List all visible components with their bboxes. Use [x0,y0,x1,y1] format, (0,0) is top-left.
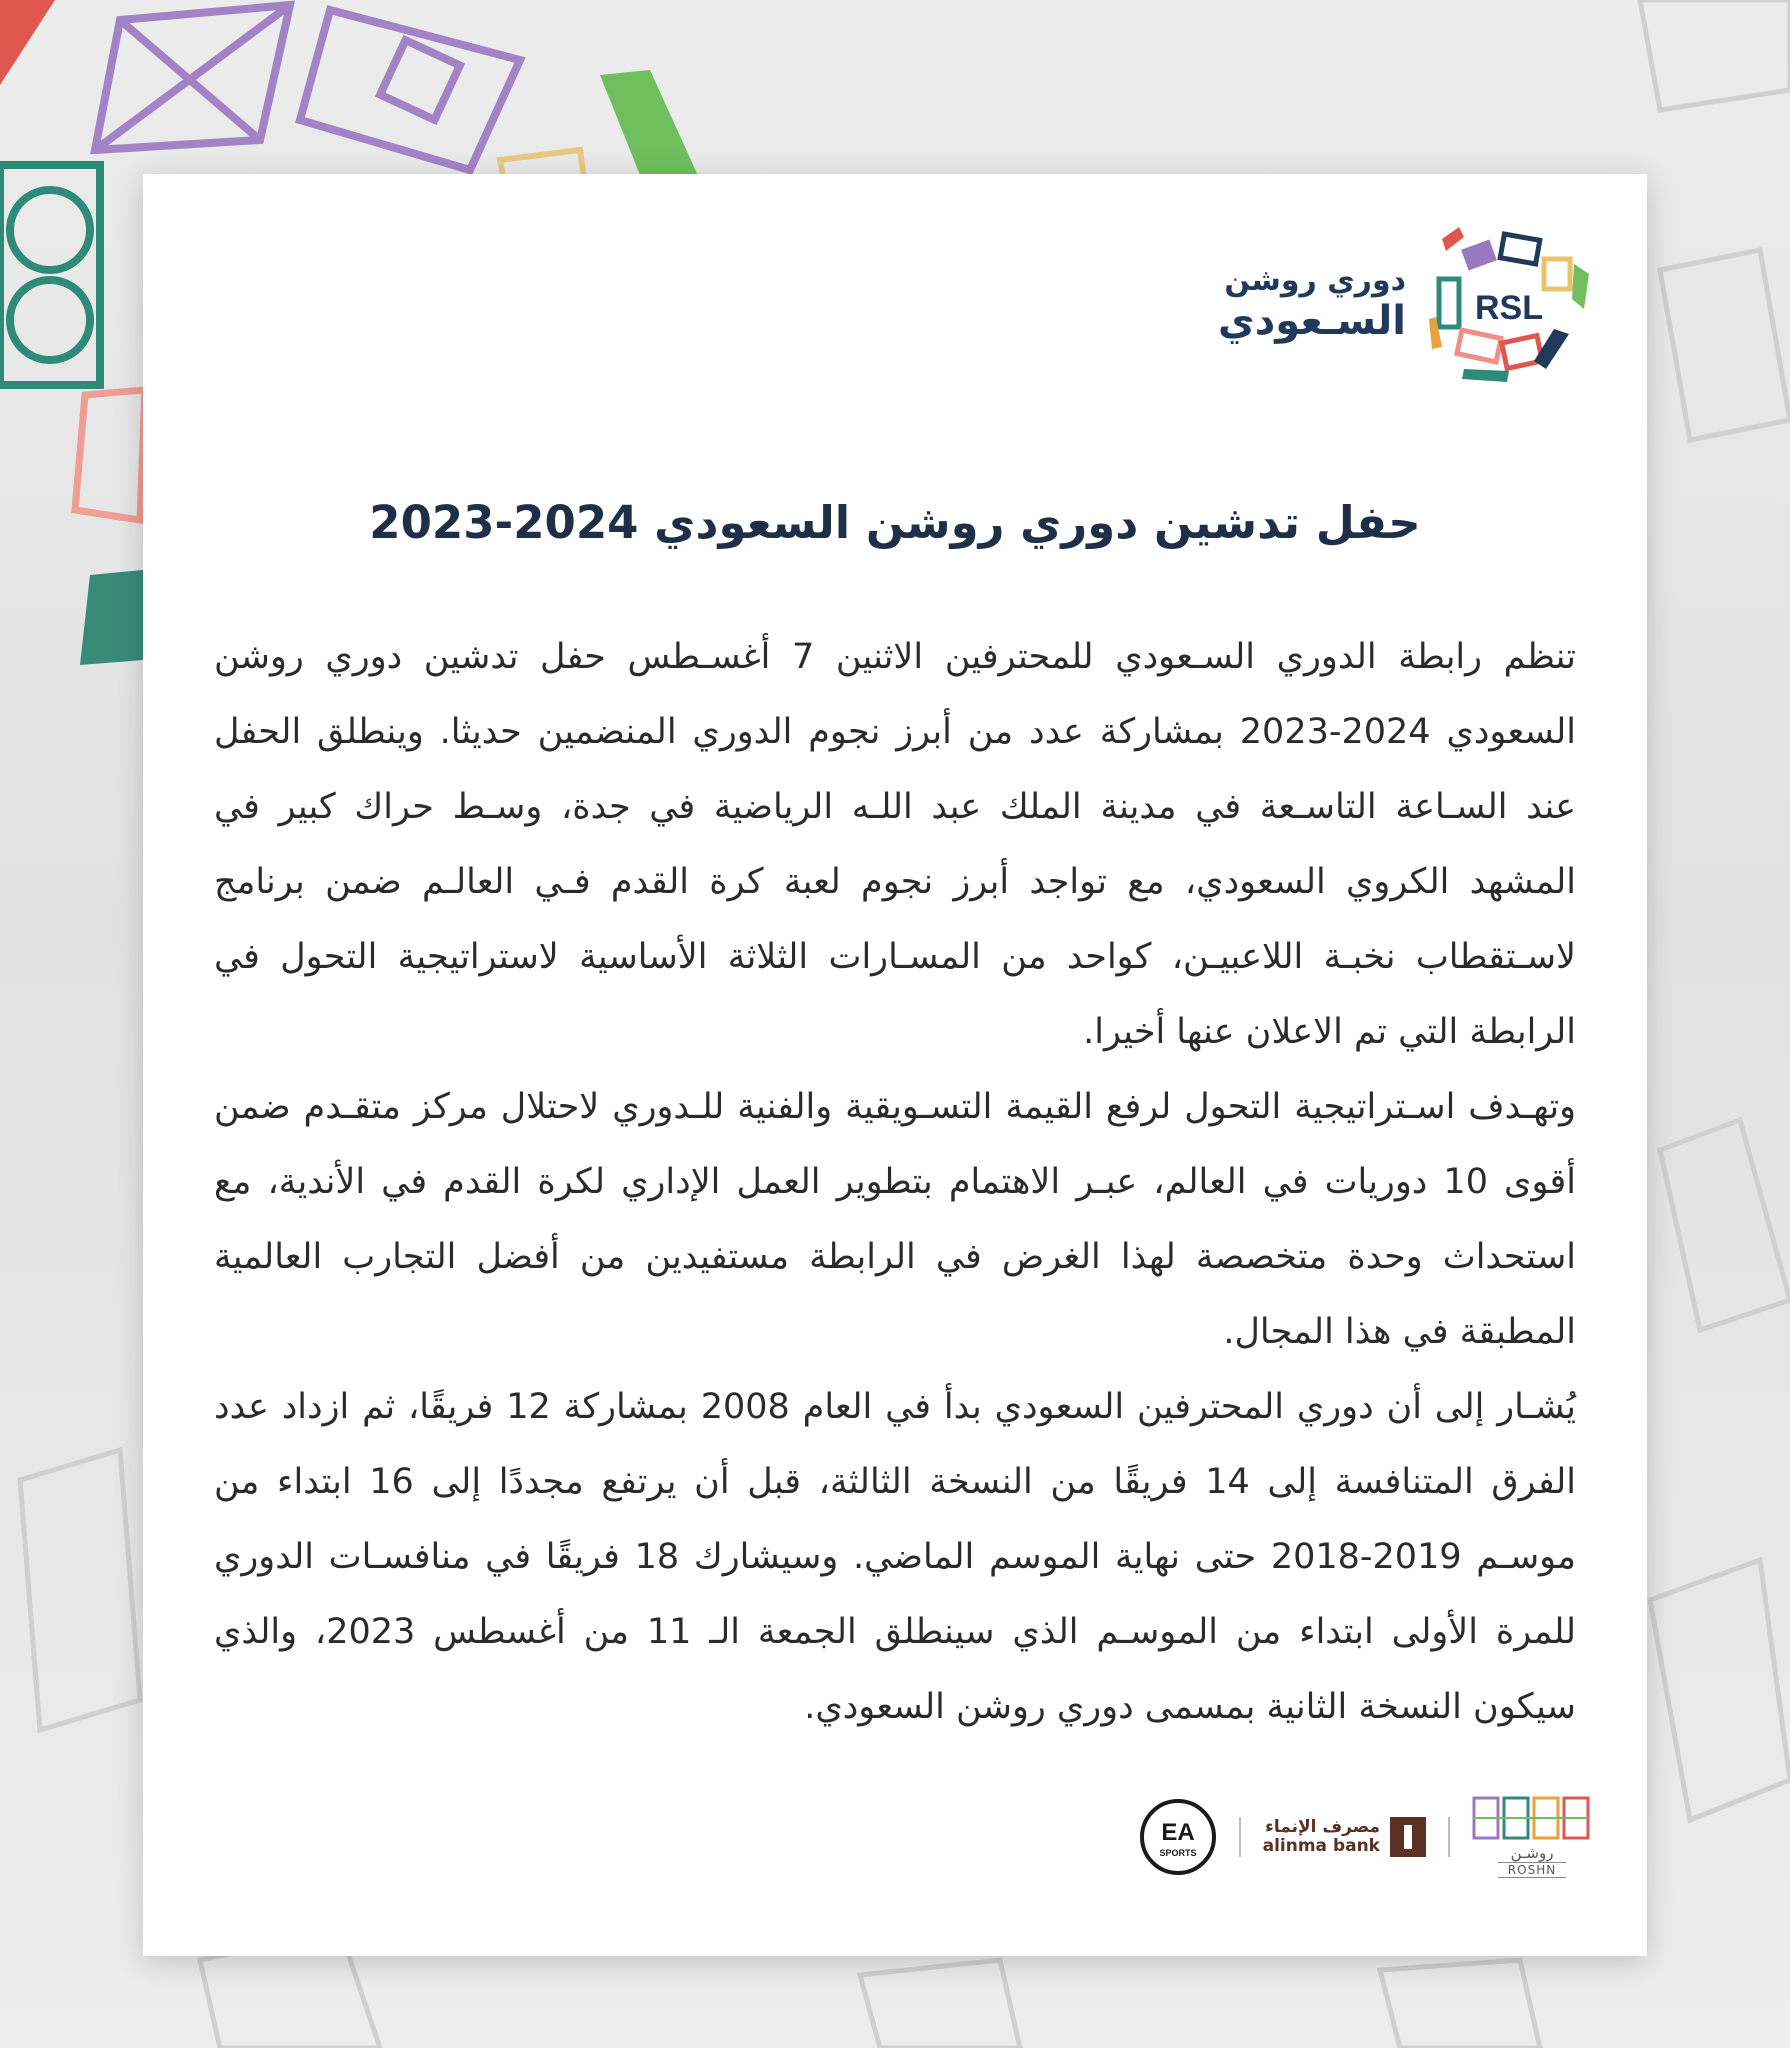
ea-text: EA [1160,1819,1195,1846]
document-title: حفل تدشين دوري روشن السعودي 2024-2023 [369,496,1421,549]
league-name-line1: دوري روشن [1224,262,1406,298]
paragraph-1: تنظم رابطة الدوري السـعودي للمحترفين الاثنين 7 أغسـطس حفل تدشين دوري روشن السعودي 2024-2023 بمشاركة عدد من أبرز نجوم الدوري المنضمين حديثا. وينطلق الحفل عند السـاعة التاسـعة في مدينة الملك عبد اللـه الرياضية في جدة، وسـط حراك كبير في المشهد الكروي السعودي، مع تواجد أبرز نجوم لعبة كرة القدم فـي العالـم ضمن برنامج لاسـتقطاب نخبـة اللاعبيـن، كواحد من المسـارات الثلاثة الأساسية لاستراتيجية التحول في الرابطة التي تم الاعلان عنها أخيرا. [214,637,1577,1052]
league-branding [1218,219,1594,389]
alinma-name [1263,1818,1380,1855]
press-release-card [143,174,1647,1956]
ea-sports-text: SPORTS [1159,1848,1197,1858]
paragraph-2: وتهـدف اسـتراتيجية التحول لرفع القيمة التسـويقية والفنية للـدوري لاحتلال مركز متقـدم ضمن أقوى 10 دوريات في العالم، عبـر الاهتمام بتطوير العمل الإداري لكرة القدم في الأندية، مع استحداث وحدة متخصصة لهذا الغرض في الرابطة مستفيدين من أفضل التجارب العالمية المطبقة في هذا المجال. [214,1087,1576,1352]
sponsor-logos [1139,1796,1592,1878]
alinma-logo [1263,1817,1426,1857]
roshn-logo [1472,1796,1592,1878]
ea-sports-icon [1139,1798,1217,1876]
sponsor-divider [1448,1817,1450,1857]
document-body [214,620,1576,1745]
league-name-line2: السـعودي [1218,298,1406,345]
paragraph-3: يُشـار إلى أن دوري المحترفين السعودي بدأ في العام 2008 بمشاركة 12 فريقًا، ثم ازداد عدد الفرق المتنافسة إلى 14 فريقًا من النسخة الثالثة، قبل أن يرتفع مجددًا إلى 16 ابتداء من موسـم 2019-2018 حتى نهاية الموسم الماضي. وسيشارك 18 فريقًا في منافسـات الدوري للمرة الأولى ابتداء من الموسـم الذي سينطلق الجمعة الـ 11 من أغسطس 2023، والذي سيكون النسخة الثانية بمسمى دوري روشن السعودي. [214,1387,1577,1727]
roshn-english: ROSHN [1498,1862,1566,1878]
roshn-pattern-icon [1472,1796,1592,1840]
league-name [1218,264,1406,345]
alinma-bank-icon [1390,1817,1426,1857]
sponsor-divider [1239,1817,1241,1857]
roshn-arabic: روشـن [1510,1844,1554,1862]
alinma-arabic: مصرف الإنماء [1265,1817,1380,1838]
rsl-logo-text: RSL [1475,289,1543,327]
alinma-english: alinma bank [1262,1836,1380,1856]
rsl-logo-icon [1424,219,1594,389]
